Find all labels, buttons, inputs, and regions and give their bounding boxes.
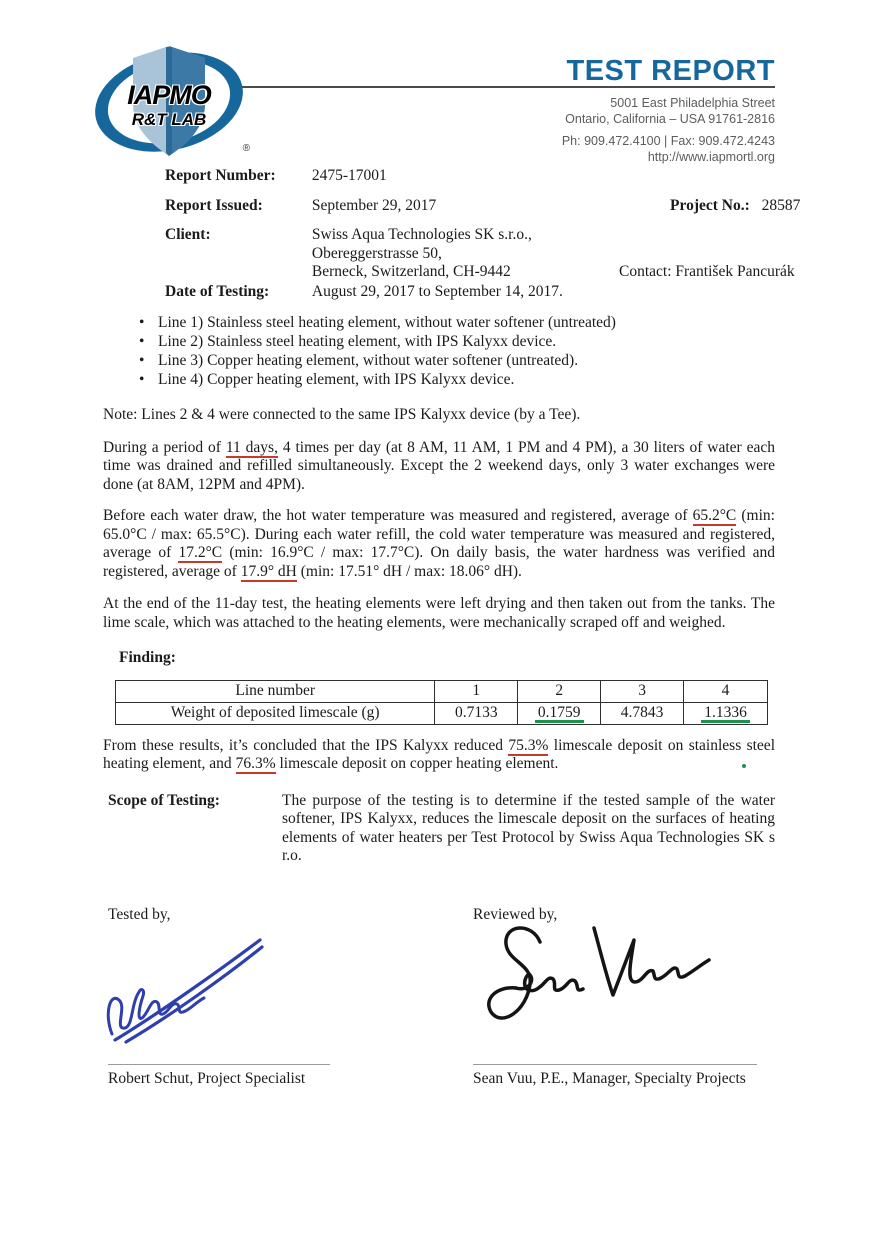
report-number-label: Report Number: [165,167,276,184]
green-underlined-value: 1.1336 [701,705,750,723]
paragraph-conclusion [103,737,775,774]
tested-signature-image [100,930,275,1048]
table-value-line4 [684,702,768,724]
phone-fax-line: Ph: 909.472.4100 | Fax: 909.472.4243 [561,134,775,148]
text-segment: 4 times per day (at 8 AM, 11 AM, 1 PM and 4 PM), a 30 liters of water each time was drained and refilled simultaneously. Except the 2 weekend days, only 3 water exchanges were done (at 8AM, 12PM and 4PM). [103,438,775,493]
finding-heading: Finding: [119,649,176,666]
table-header-col-2: 2 [518,680,601,702]
address-line-2: Ontario, California – USA 91761-2816 [565,111,775,126]
table-value-line3: 4.7843 [601,702,684,724]
reviewed-signature-image [474,918,714,1044]
green-underlined-value: 0.1759 [535,705,584,723]
reviewed-signer-name: Sean Vuu, P.E., Manager, Specialty Projects [473,1070,746,1087]
client-line-1: Swiss Aqua Technologies SK s.r.o., [311,226,532,243]
report-meta-block [103,167,801,301]
registered-trademark-icon: ® [242,143,250,154]
table-header-col-1: 1 [435,680,518,702]
date-of-testing-value: August 29, 2017 to September 14, 2017. [311,282,563,300]
list-item: • Line 2) Stainless steel heating element, with IPS Kalyxx device. [103,332,775,351]
red-underlined-value: 65.2°C [692,507,737,524]
table-row-label: Weight of deposited limescale (g) [116,702,435,724]
text-segment: limescale deposit on copper heating element. [275,755,559,772]
report-number-row [165,167,775,186]
project-number [670,197,800,216]
client-row [165,226,795,282]
table-header-line-number: Line number [116,680,435,702]
client-line-3: Berneck, Switzerland, CH-9442 [311,263,511,280]
list-item: • Line 3) Copper heating element, without water softener (untreated). [103,351,775,370]
red-underlined-value: 17.9° dH [240,562,297,580]
text-segment: (min: 16.9°C / max: 17.7°C). On daily basis, the water hardness was verified and registered, average of [103,544,776,580]
red-underlined-value: 17.2°C [178,544,223,561]
report-body [103,167,801,872]
page-title: TEST REPORT [566,55,775,87]
text-segment: During a period of [103,438,226,456]
note-paragraph: Note: Lines 2 & 4 were connected to the same IPS Kalyxx device (by a Tee). [103,406,581,423]
table-value-line2 [518,702,601,724]
tested-signer-name: Robert Schut, Project Specialist [108,1070,306,1087]
red-underlined-value: 76.3% [235,755,276,772]
iapmo-logo [94,44,250,160]
text-segment: (min: 65.0°C / max: 65.5°C). During each water refill, the cold water temperature was measured and registered, average of [103,507,775,561]
tested-by-label: Tested by, [108,906,171,923]
red-underlined-value: 75.3% [508,736,549,754]
green-mark-artifact [742,764,746,768]
report-issued-row [165,196,801,216]
paragraph-measurements [103,507,775,581]
date-of-testing-label: Date of Testing: [165,282,270,300]
table-header-row [116,680,768,702]
client-address [312,226,532,282]
text-segment: Before each water draw, the hot water temperature was measured and registered, average of [103,507,693,524]
paragraph-end-of-test: At the end of the 11-day test, the heating elements were left drying and then taken out from the tanks. The lime scale, which was attached to the heating elements, were mechanically scraped off and weighed. [103,595,775,631]
lab-address-block [562,96,775,165]
project-number-value: 28587 [761,196,801,214]
text-segment: (min: 17.51° dH / max: 18.06° dH). [296,562,522,580]
scope-of-testing-block [103,792,775,872]
table-header-col-4: 4 [684,680,768,702]
date-of-testing-row [165,283,775,302]
tested-signature-line [108,1064,330,1065]
address-line-1: 5001 East Philadelphia Street [610,96,775,110]
reviewed-by-label: Reviewed by, [473,906,558,923]
table-header-col-3: 3 [601,680,684,702]
text-segment: From these results, it’s concluded that the IPS Kalyxx reduced [103,736,509,754]
client-contact: Contact: František Pancurák [619,263,795,280]
reviewed-signature-line [473,1064,757,1065]
table-value-line1: 0.7133 [435,702,518,724]
website-link: http://www.iapmortl.org [647,149,775,164]
logo-text-iapmo: IAPMO [127,80,211,110]
report-issued-value: September 29, 2017 [311,196,437,214]
table-row [116,702,768,724]
report-issued-label: Report Issued: [165,196,263,214]
client-line-2: Obereggerstrasse 50, [311,244,442,262]
project-number-label: Project No.: [670,196,750,214]
signature-section [0,900,876,1120]
text-segment: limescale deposit on stainless steel heating element, and [103,736,775,772]
limescale-results-table [115,680,768,725]
red-underlined-value: 11 days, [225,438,278,456]
paragraph-test-procedure [103,439,775,495]
list-item: • Line 4) Copper heating element, with IPS Kalyxx device. [103,370,775,389]
test-lines-list [103,313,775,389]
client-label: Client: [165,226,211,243]
logo-text-rt-lab: R&T LAB [131,110,207,129]
scope-of-testing-text: The purpose of the testing is to determine if the tested sample of the water softener, IPS Kalyxx, reduces the limescale deposit on the surfaces of heating elements of water heaters per Test Protocol by Swiss Aqua Technologies SK s r.o. [282,791,775,864]
scope-of-testing-label: Scope of Testing: [108,791,220,809]
list-item: • Line 1) Stainless steel heating element, without water softener (untreated) [103,313,775,332]
report-number-value: 2475-17001 [311,167,387,184]
